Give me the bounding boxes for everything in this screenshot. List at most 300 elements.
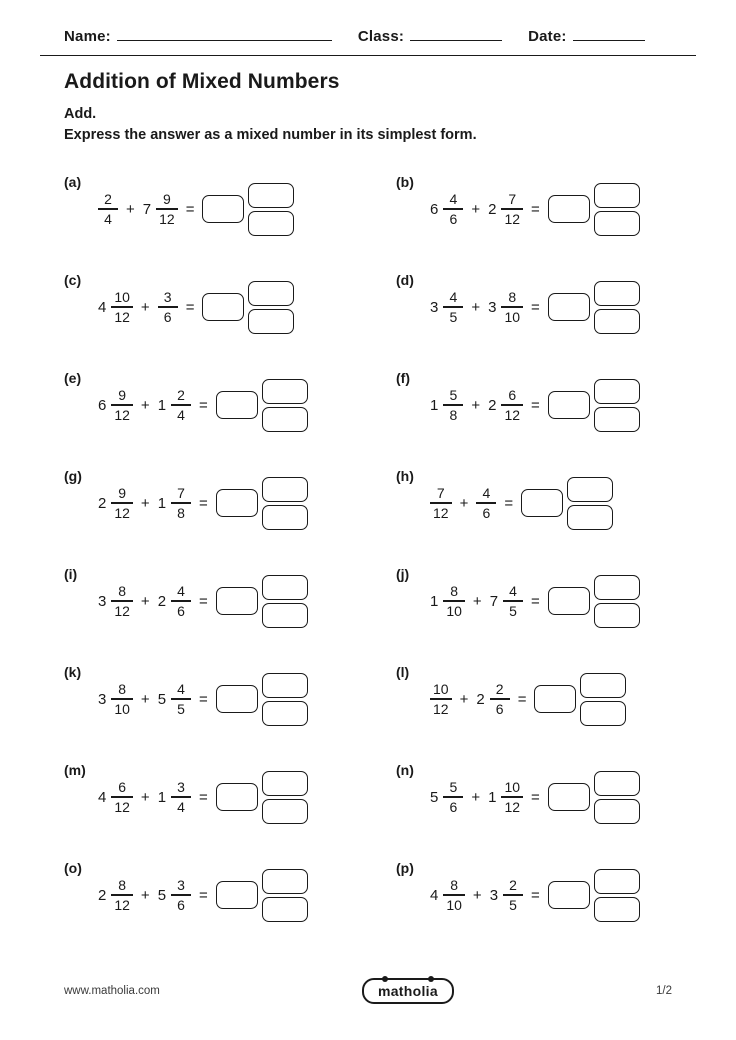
answer-fraction-boxes: [262, 771, 308, 824]
numerator: 8: [450, 877, 459, 894]
fraction: [443, 878, 465, 912]
answer-numerator-box[interactable]: [248, 183, 294, 208]
expression: [430, 379, 640, 432]
page-number: 1/2: [656, 985, 672, 997]
numerator: 2: [509, 877, 517, 894]
fraction: [171, 878, 191, 912]
denominator: 12: [114, 602, 130, 619]
term-a: [98, 682, 133, 716]
name-field[interactable]: [117, 26, 332, 41]
equals-sign: =: [199, 592, 208, 610]
fraction: [111, 290, 133, 324]
equals-sign: =: [531, 788, 540, 806]
problem-label: (d): [396, 272, 414, 289]
answer-whole-box[interactable]: [216, 489, 258, 517]
problem-i: [40, 552, 368, 650]
answer-whole-box[interactable]: [548, 293, 590, 321]
problem-l: [368, 650, 696, 748]
fraction: [171, 584, 191, 618]
whole-number: 3: [489, 886, 499, 904]
problem-n: [368, 748, 696, 846]
plus-operator: +: [140, 298, 150, 316]
expression: [430, 281, 640, 334]
numerator: 3: [163, 289, 172, 306]
term-b: [490, 878, 523, 912]
fraction: [490, 682, 510, 716]
problem-b: [368, 160, 696, 258]
plus-operator: +: [472, 886, 482, 904]
instructions: [64, 104, 696, 146]
answer-denominator-box[interactable]: [580, 701, 626, 726]
answer-fraction-boxes: [594, 183, 640, 236]
expression: [98, 477, 308, 530]
denominator: 5: [177, 700, 185, 717]
fraction: [443, 290, 463, 324]
answer-whole-box[interactable]: [534, 685, 576, 713]
answer-denominator-box[interactable]: [262, 603, 308, 628]
numerator: 7: [508, 191, 517, 208]
header-divider: [40, 55, 696, 56]
term-b: [158, 780, 191, 814]
denominator: 6: [449, 798, 458, 815]
term-b: [490, 584, 523, 618]
whole-number: 2: [157, 592, 167, 610]
whole-number: 4: [98, 298, 107, 316]
answer-area: [216, 477, 308, 530]
expression: [430, 575, 640, 628]
matholia-logo: matholia: [362, 978, 454, 1004]
answer-fraction-boxes: [580, 673, 626, 726]
answer-whole-box[interactable]: [216, 391, 258, 419]
denominator: 4: [104, 210, 112, 227]
term-b: [158, 584, 191, 618]
fraction: [501, 780, 523, 814]
numerator: 8: [118, 681, 127, 698]
fraction: [171, 682, 191, 716]
answer-fraction-boxes: [248, 281, 294, 334]
term-a: [98, 584, 133, 618]
denominator: 12: [114, 798, 130, 815]
equals-sign: =: [531, 200, 540, 218]
whole-number: 2: [98, 886, 107, 904]
answer-fraction-boxes: [262, 575, 308, 628]
term-a: [98, 192, 118, 226]
answer-numerator-box[interactable]: [262, 673, 308, 698]
whole-number: 6: [430, 200, 439, 218]
fraction: [430, 486, 452, 520]
expression: [430, 183, 640, 236]
answer-whole-box[interactable]: [548, 587, 590, 615]
term-a: [98, 878, 133, 912]
numerator: 4: [482, 485, 491, 502]
date-field[interactable]: [573, 26, 645, 41]
answer-area: [216, 869, 308, 922]
numerator: 10: [114, 289, 130, 306]
fraction: [98, 192, 118, 226]
problem-grid: [40, 160, 696, 944]
whole-number: 7: [489, 592, 499, 610]
problem-g: [40, 454, 368, 552]
whole-number: 3: [98, 592, 107, 610]
whole-number: 1: [430, 592, 439, 610]
problem-k: [40, 650, 368, 748]
expression: [98, 673, 308, 726]
fraction: [430, 682, 452, 716]
class-label: Class:: [357, 28, 405, 45]
numerator: 3: [177, 779, 185, 796]
fraction: [443, 780, 463, 814]
denominator: 12: [114, 406, 130, 423]
denominator: 12: [114, 896, 130, 913]
whole-number: 3: [488, 298, 497, 316]
answer-denominator-box[interactable]: [262, 505, 308, 530]
term-a: [430, 878, 465, 912]
answer-whole-box[interactable]: [216, 783, 258, 811]
answer-denominator-box[interactable]: [262, 701, 308, 726]
term-a: [98, 486, 133, 520]
equals-sign: =: [185, 200, 195, 218]
whole-number: 3: [430, 298, 439, 316]
plus-operator: +: [471, 788, 481, 806]
denominator: 8: [177, 504, 185, 521]
answer-numerator-box[interactable]: [594, 379, 640, 404]
answer-whole-box[interactable]: [548, 881, 590, 909]
equals-sign: =: [199, 886, 208, 904]
denominator: 4: [177, 798, 185, 815]
expression: [98, 281, 294, 334]
numerator: 10: [504, 779, 521, 796]
plus-operator: +: [126, 200, 135, 218]
answer-denominator-box[interactable]: [248, 211, 294, 236]
answer-numerator-box[interactable]: [594, 281, 640, 306]
problem-label: (h): [396, 468, 414, 485]
denominator: 4: [177, 406, 185, 423]
problem-label: (b): [396, 174, 414, 191]
expression: [430, 869, 640, 922]
fraction: [501, 290, 523, 324]
problem-label: (i): [64, 566, 78, 583]
fraction: [111, 878, 133, 912]
denominator: 5: [449, 308, 458, 325]
numerator: 2: [495, 681, 504, 698]
numerator: 4: [177, 583, 185, 600]
answer-area: [202, 281, 294, 334]
expression: [98, 771, 308, 824]
denominator: 12: [433, 504, 449, 521]
problem-h: [368, 454, 696, 552]
denominator: 5: [509, 896, 517, 913]
term-b: [476, 486, 496, 520]
page-footer: [0, 978, 736, 1004]
answer-fraction-boxes: [594, 575, 640, 628]
answer-numerator-box[interactable]: [567, 477, 613, 502]
numerator: 8: [508, 289, 517, 306]
answer-fraction-boxes: [567, 477, 613, 530]
term-b: [158, 486, 191, 520]
problem-label: (k): [64, 664, 82, 681]
problem-label: (g): [64, 468, 82, 485]
plus-operator: +: [140, 886, 150, 904]
answer-numerator-box[interactable]: [594, 575, 640, 600]
page-title: Addition of Mixed Numbers: [64, 70, 340, 93]
fraction: [111, 780, 133, 814]
expression: [98, 379, 308, 432]
answer-fraction-boxes: [248, 183, 294, 236]
answer-denominator-box[interactable]: [262, 407, 308, 432]
answer-area: [548, 183, 640, 236]
answer-denominator-box[interactable]: [262, 897, 308, 922]
whole-number: 5: [157, 886, 167, 904]
fraction: [501, 192, 523, 226]
problem-a: [40, 160, 368, 258]
whole-number: 1: [430, 396, 439, 414]
term-b: [488, 290, 523, 324]
answer-whole-box[interactable]: [548, 783, 590, 811]
answer-denominator-box[interactable]: [262, 799, 308, 824]
numerator: 4: [449, 289, 458, 306]
term-b: [488, 388, 523, 422]
answer-fraction-boxes: [262, 673, 308, 726]
expression: [430, 673, 626, 726]
problem-j: [368, 552, 696, 650]
answer-fraction-boxes: [594, 771, 640, 824]
term-a: [98, 780, 133, 814]
answer-numerator-box[interactable]: [262, 771, 308, 796]
term-b: [488, 780, 523, 814]
whole-number: 2: [476, 690, 485, 708]
class-field[interactable]: [410, 26, 502, 41]
term-b: [143, 192, 178, 226]
numerator: 9: [118, 387, 127, 404]
term-b: [158, 388, 191, 422]
equals-sign: =: [185, 298, 195, 316]
answer-area: [216, 673, 308, 726]
whole-number: 3: [98, 690, 107, 708]
term-b: [158, 878, 191, 912]
problem-label: (n): [396, 762, 414, 779]
equals-sign: =: [199, 690, 208, 708]
instruction-line-2: Express the answer as a mixed number in its simplest form.: [64, 127, 477, 144]
denominator: 6: [482, 504, 491, 521]
fraction: [503, 584, 523, 618]
whole-number: 1: [488, 788, 497, 806]
answer-fraction-boxes: [594, 379, 640, 432]
whole-number: 1: [157, 788, 167, 806]
answer-whole-box[interactable]: [548, 195, 590, 223]
answer-fraction-boxes: [262, 869, 308, 922]
name-label: Name:: [64, 28, 111, 45]
answer-area: [216, 575, 308, 628]
problem-label: (o): [64, 860, 82, 877]
denominator: 10: [446, 602, 462, 619]
answer-whole-box[interactable]: [216, 685, 258, 713]
denominator: 6: [177, 602, 185, 619]
plus-operator: +: [140, 690, 150, 708]
whole-number: 1: [157, 494, 167, 512]
fraction: [503, 878, 523, 912]
answer-denominator-box[interactable]: [248, 309, 294, 334]
whole-number: 4: [98, 788, 107, 806]
answer-numerator-box[interactable]: [262, 477, 308, 502]
term-a: [98, 290, 133, 324]
equals-sign: =: [199, 788, 208, 806]
plus-operator: +: [472, 592, 482, 610]
denominator: 10: [504, 308, 521, 325]
term-a: [430, 486, 452, 520]
numerator: 8: [450, 583, 459, 600]
denominator: 12: [114, 504, 130, 521]
denominator: 12: [159, 210, 175, 227]
answer-area: [202, 183, 294, 236]
expression: [98, 869, 308, 922]
problem-m: [40, 748, 368, 846]
whole-number: 1: [157, 396, 167, 414]
answer-numerator-box[interactable]: [594, 869, 640, 894]
numerator: 2: [104, 191, 112, 208]
denominator: 6: [163, 308, 172, 325]
equals-sign: =: [531, 298, 540, 316]
problem-label: (m): [64, 762, 86, 779]
answer-numerator-box[interactable]: [262, 869, 308, 894]
numerator: 10: [433, 681, 449, 698]
answer-denominator-box[interactable]: [594, 603, 640, 628]
denominator: 12: [504, 798, 521, 815]
answer-numerator-box[interactable]: [580, 673, 626, 698]
problem-f: [368, 356, 696, 454]
whole-number: 2: [488, 200, 497, 218]
answer-denominator-box[interactable]: [594, 309, 640, 334]
denominator: 12: [114, 308, 130, 325]
answer-numerator-box[interactable]: [262, 379, 308, 404]
answer-denominator-box[interactable]: [594, 897, 640, 922]
whole-number: 2: [488, 396, 497, 414]
numerator: 4: [509, 583, 517, 600]
answer-area: [548, 869, 640, 922]
problem-label: (c): [64, 272, 82, 289]
answer-whole-box[interactable]: [548, 391, 590, 419]
numerator: 3: [177, 877, 185, 894]
numerator: 4: [177, 681, 185, 698]
answer-area: [548, 379, 640, 432]
fraction: [171, 486, 191, 520]
problem-label: (l): [396, 664, 410, 681]
expression: [430, 771, 640, 824]
problem-p: [368, 846, 696, 944]
answer-fraction-boxes: [262, 379, 308, 432]
fraction: [158, 290, 178, 324]
denominator: 10: [114, 700, 130, 717]
denominator: 10: [446, 896, 462, 913]
answer-denominator-box[interactable]: [594, 407, 640, 432]
problem-e: [40, 356, 368, 454]
term-a: [430, 584, 465, 618]
plus-operator: +: [471, 396, 481, 414]
term-a: [98, 388, 133, 422]
term-b: [158, 290, 178, 324]
term-a: [430, 388, 463, 422]
answer-area: [216, 771, 308, 824]
numerator: 8: [118, 877, 127, 894]
answer-whole-box[interactable]: [202, 195, 244, 223]
fraction: [111, 584, 133, 618]
fraction: [111, 388, 133, 422]
fraction: [111, 486, 133, 520]
answer-area: [216, 379, 308, 432]
numerator: 7: [436, 485, 445, 502]
answer-whole-box[interactable]: [216, 587, 258, 615]
answer-whole-box[interactable]: [202, 293, 244, 321]
denominator: 12: [504, 406, 521, 423]
numerator: 2: [177, 387, 185, 404]
equals-sign: =: [531, 592, 540, 610]
answer-denominator-box[interactable]: [594, 799, 640, 824]
answer-numerator-box[interactable]: [248, 281, 294, 306]
fraction: [443, 192, 463, 226]
answer-area: [521, 477, 613, 530]
equals-sign: =: [199, 396, 208, 414]
denominator: 6: [177, 896, 185, 913]
equals-sign: =: [504, 494, 514, 512]
date-label: Date:: [528, 28, 567, 45]
problem-label: (e): [64, 370, 82, 387]
term-b: [476, 682, 509, 716]
answer-numerator-box[interactable]: [262, 575, 308, 600]
plus-operator: +: [140, 592, 150, 610]
numerator: 4: [449, 191, 458, 208]
instruction-line-1: Add.: [64, 106, 97, 122]
term-a: [430, 682, 452, 716]
equals-sign: =: [517, 690, 527, 708]
answer-fraction-boxes: [594, 869, 640, 922]
problem-label: (j): [396, 566, 410, 583]
plus-operator: +: [459, 690, 469, 708]
answer-numerator-box[interactable]: [594, 771, 640, 796]
equals-sign: =: [199, 494, 208, 512]
fraction: [111, 682, 133, 716]
whole-number: 7: [142, 200, 152, 218]
answer-area: [548, 575, 640, 628]
denominator: 12: [433, 700, 449, 717]
answer-denominator-box[interactable]: [594, 211, 640, 236]
denominator: 5: [509, 602, 517, 619]
term-a: [430, 290, 463, 324]
fraction: [476, 486, 496, 520]
numerator: 5: [449, 779, 458, 796]
whole-number: 5: [157, 690, 167, 708]
fraction: [501, 388, 523, 422]
problem-d: [368, 258, 696, 356]
fraction: [171, 388, 191, 422]
plus-operator: +: [140, 396, 150, 414]
answer-whole-box[interactable]: [216, 881, 258, 909]
answer-whole-box[interactable]: [521, 489, 563, 517]
fraction: [443, 584, 465, 618]
whole-number: 6: [98, 396, 107, 414]
fraction: [171, 780, 191, 814]
equals-sign: =: [531, 886, 540, 904]
numerator: 9: [118, 485, 127, 502]
term-a: [430, 780, 463, 814]
fraction: [156, 192, 178, 226]
numerator: 6: [508, 387, 517, 404]
answer-numerator-box[interactable]: [594, 183, 640, 208]
denominator: 6: [495, 700, 504, 717]
equals-sign: =: [531, 396, 540, 414]
denominator: 8: [449, 406, 458, 423]
answer-denominator-box[interactable]: [567, 505, 613, 530]
problem-label: (p): [396, 860, 414, 877]
expression: [98, 183, 294, 236]
